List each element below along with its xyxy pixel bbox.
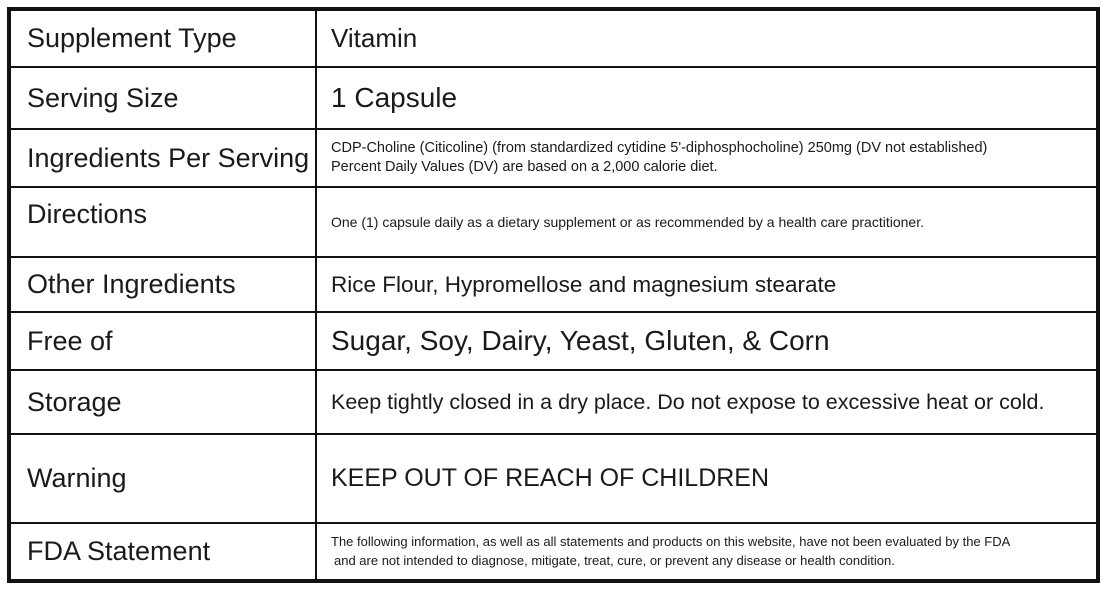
- table-row-other-ingredients: [11, 257, 1096, 312]
- row-label: Warning: [11, 434, 316, 523]
- row-label: Storage: [11, 370, 316, 434]
- row-label: Free of: [11, 312, 316, 370]
- row-value: Rice Flour, Hypromellose and magnesium stearate: [316, 257, 1096, 312]
- ingredients-line-1: CDP-Choline (Citicoline) (from standardized cytidine 5'-diphosphocholine) 250mg (DV not established): [331, 140, 988, 157]
- table-row-supplement-type: [11, 11, 1096, 67]
- row-value: [316, 523, 1096, 579]
- table-row-serving-size: [11, 67, 1096, 129]
- fda-line-2: and are not intended to diagnose, mitigate, treat, cure, or prevent any disease or health condition.: [334, 552, 895, 568]
- table-row-ingredients: [11, 129, 1096, 187]
- table-row-fda-statement: [11, 523, 1096, 579]
- supplement-table: [11, 11, 1096, 579]
- row-value: [316, 129, 1096, 187]
- supplement-facts-table: [7, 7, 1100, 583]
- row-value: KEEP OUT OF REACH OF CHILDREN: [316, 434, 1096, 523]
- row-label: FDA Statement: [11, 523, 316, 579]
- table-row-free-of: [11, 312, 1096, 370]
- ingredients-line-2: Percent Daily Values (DV) are based on a 2,000 calorie diet.: [331, 159, 718, 175]
- row-label: Ingredients Per Serving: [11, 129, 316, 187]
- row-value: Keep tightly closed in a dry place. Do not expose to excessive heat or cold.: [316, 370, 1096, 434]
- row-label: Supplement Type: [11, 11, 316, 67]
- row-label: Serving Size: [11, 67, 316, 129]
- row-label: Directions: [11, 187, 316, 257]
- row-value: One (1) capsule daily as a dietary supplement or as recommended by a health care practitioner.: [316, 187, 1096, 257]
- table-row-storage: [11, 370, 1096, 434]
- row-label: Other Ingredients: [11, 257, 316, 312]
- fda-line-1: The following information, as well as all statements and products on this website, have not been evaluated by the FDA: [331, 534, 1011, 550]
- row-value: 1 Capsule: [316, 67, 1096, 129]
- table-row-warning: [11, 434, 1096, 523]
- row-value: Vitamin: [316, 11, 1096, 67]
- row-value: Sugar, Soy, Dairy, Yeast, Gluten, & Corn: [316, 312, 1096, 370]
- table-row-directions: [11, 187, 1096, 257]
